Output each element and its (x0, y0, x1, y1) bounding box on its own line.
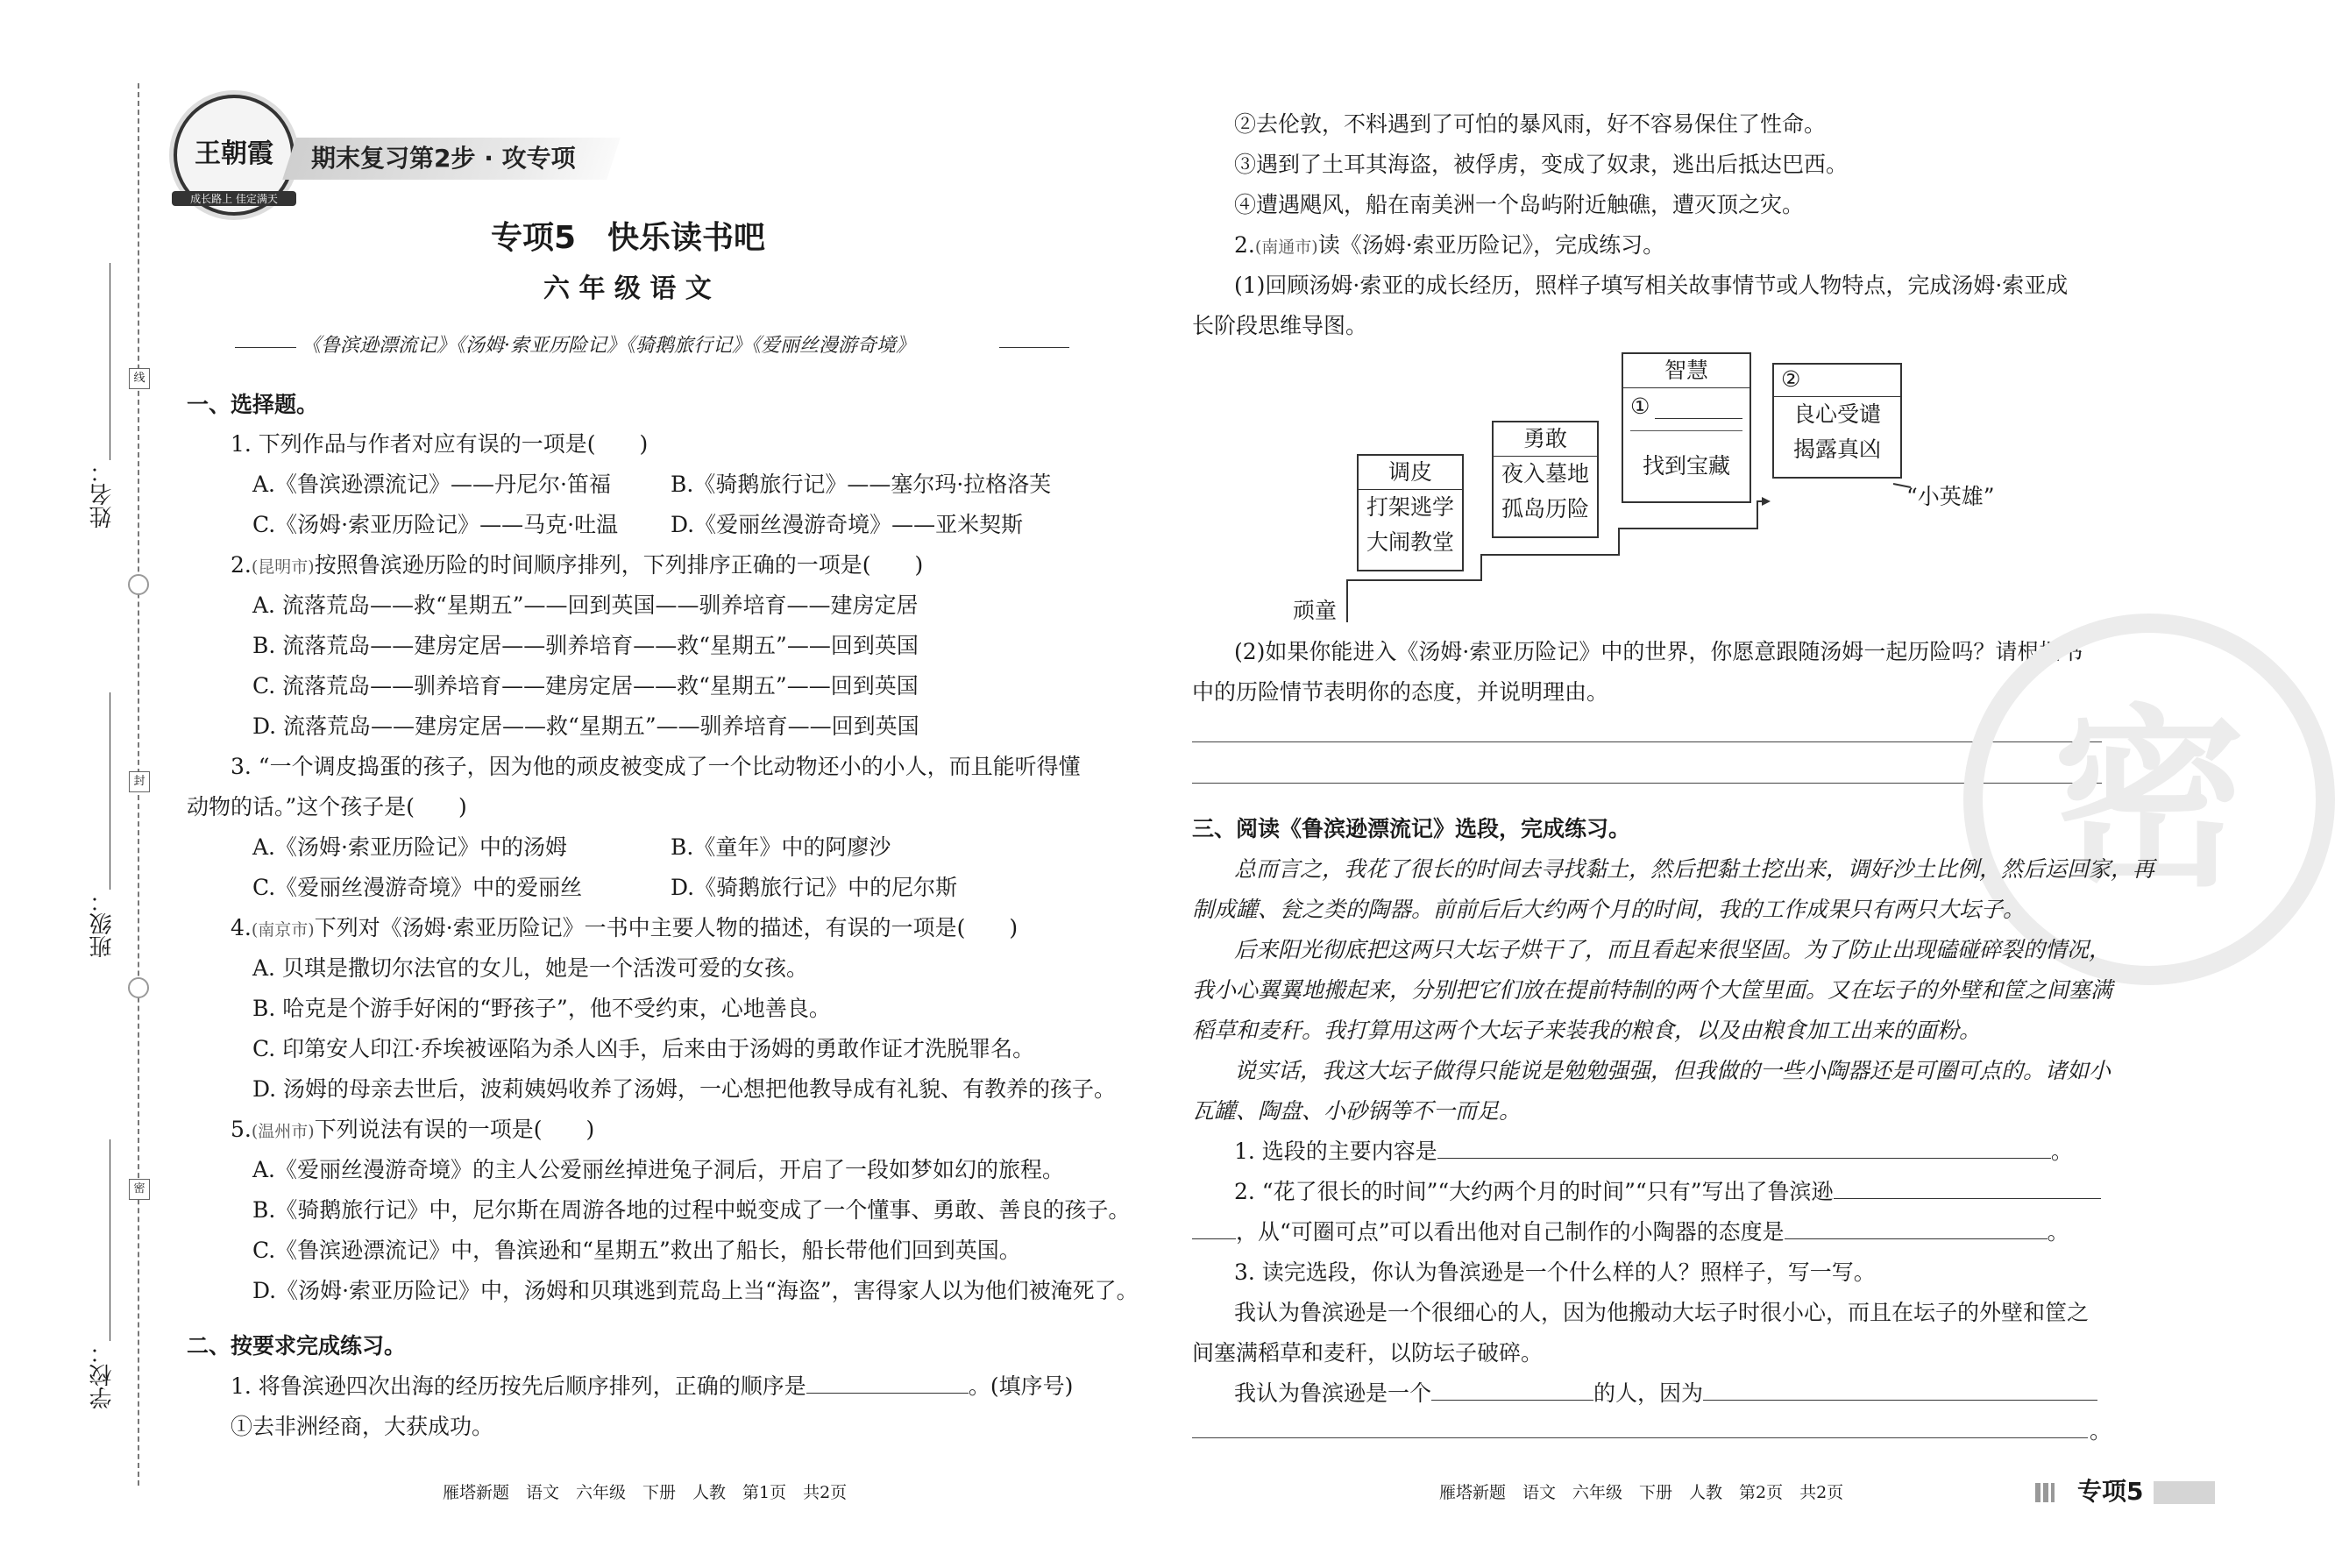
q2-option-d: D. 流落荒岛——建房定居——救“星期五”——驯养培育——回到英国 (252, 713, 919, 739)
footer-corner-bar (2154, 1481, 2215, 1504)
q5-option-d: D.《汤姆·索亚历险记》中，汤姆和贝琪逃到荒岛上当“海盗”，害得家人以为他们被淹死了。 (252, 1278, 1139, 1303)
q2-stem-line (231, 552, 923, 580)
s3-q1-period: 。 (2050, 1139, 2073, 1164)
s3-q1-stem: 1. 选段的主要内容是 (1234, 1139, 1437, 1164)
s2-q2-source-tag: (南通市) (1254, 238, 1318, 257)
growth-arrow-head (1762, 497, 1771, 506)
s2-q1-stem: 1. 将鲁滨逊四次出海的经历按先后顺序排列，正确的顺序是 (231, 1373, 806, 1399)
s3-fill-answer-blank-1[interactable] (1431, 1380, 1593, 1401)
s3-fill-line (1234, 1380, 2097, 1407)
s2-q1-answer-blank[interactable] (806, 1373, 969, 1394)
q4-option-c: C. 印第安人印江·乔埃被诬陷为杀人凶手，后来由于汤姆的勇敢作证才洗脱罪名。 (252, 1036, 1035, 1061)
s2-q1-item-1: ①去非洲经商，大获成功。 (231, 1414, 494, 1439)
diagram-start-label: 顽童 (1293, 598, 1338, 623)
brand-logo-text: 王朝霞 (195, 138, 273, 169)
s3-fill-answer-blank-2[interactable] (1703, 1380, 2097, 1401)
q4-option-b: B. 哈克是个游手好闲的“野孩子”，他不受约束，心地善良。 (252, 996, 831, 1021)
step-blank-marker: ② (1781, 366, 1801, 392)
diagram-step-wisdom (1622, 352, 1751, 503)
s2-q1-line (231, 1373, 1073, 1400)
passage-p1-a: 总而言之，我花了很长的时间去寻找黏土，然后把黏土挖出来，调好沙土比例，然后运回家，再 (1234, 856, 2155, 882)
s2-q1-item-4: ④遭遇飓风，船在南美洲一个岛屿附近触礁，遭灭顶之灾。 (1234, 192, 1805, 217)
s3-fill-b: 的人，因为 (1593, 1380, 1704, 1406)
s2-q2-stem: 读《汤姆·索亚历险记》，完成练习。 (1317, 232, 1665, 258)
q3-stem-1: 3. “一个调皮捣蛋的孩子，因为他的顽皮被变成了一个比动物还小的小人，而且能听得懂 (231, 754, 1081, 779)
books-rule-left (235, 347, 296, 348)
q4-option-a: A. 贝琪是撒切尔法官的女儿，她是一个活泼可爱的女孩。 (252, 955, 808, 981)
q2-source-tag: (昆明市) (251, 557, 315, 577)
q2-option-b: B. 流落荒岛——建房定居——驯养培育——救“星期五”——回到英国 (252, 633, 919, 658)
s3-q2-answer-blank-3[interactable] (1785, 1219, 2048, 1239)
q4-source-tag: (南京市) (251, 920, 315, 940)
q1-option-a: A.《鲁滨逊漂流记》——丹尼尔·笛福 (252, 472, 611, 497)
brand-logo (174, 95, 295, 216)
watermark-text: 密 (2052, 685, 2246, 912)
footer-corner-squares (2035, 1483, 2055, 1502)
step-blank-row2: 揭露真凶 (1792, 436, 1881, 462)
binding-mark-line: 线 (129, 368, 150, 389)
s3-q2-stem-a: 2. “花了很长的时间”“大约两个月的时间”“只有”写出了鲁滨逊 (1234, 1179, 1834, 1204)
q5-number: 5. (231, 1117, 252, 1142)
q1-stem: 1. 下列作品与作者对应有误的一项是( ) (231, 431, 649, 457)
q5-stem-line (231, 1117, 594, 1145)
q3-option-c: C.《爱丽丝漫游奇境》中的爱丽丝 (252, 875, 583, 900)
books-rule-right (999, 347, 1069, 348)
s3-fill-answer-line[interactable] (1192, 1437, 2088, 1438)
q1-option-d: D.《爱丽丝漫游奇境》——亚米契斯 (671, 512, 1024, 537)
page-title: 专项5 快乐读书吧 (491, 220, 766, 256)
banner-text: 期末复习第2步 · 攻专项 (311, 144, 576, 173)
s2-q2-2-line1: (2)如果你能进入《汤姆·索亚历险记》中的世界，你愿意跟随汤姆一起历险吗？请根据书 (1234, 639, 2083, 664)
step-wisdom-separator (1630, 430, 1742, 431)
books-line: 《鲁滨逊漂流记》《汤姆·索亚历险记》《骑鹅旅行记》《爱丽丝漫游奇境》 (302, 335, 915, 357)
diagram-end-label: “小英雄” (1906, 484, 1995, 509)
s3-q2-answer-blank-2[interactable] (1192, 1219, 1236, 1239)
footer-right: 雁塔新题 语文 六年级 下册 人教 第2页 共2页 (1439, 1483, 1844, 1502)
q3-option-d: D.《骑鹅旅行记》中的尼尔斯 (671, 875, 958, 900)
footer-corner-label: 专项5 (2077, 1477, 2144, 1506)
q5-option-a: A.《爱丽丝漫游奇境》的主人公爱丽丝掉进兔子洞后，开启了一段如梦如幻的旅程。 (252, 1157, 1065, 1182)
s2-q1-item-3: ③遇到了土耳其海盗，被俘虏，变成了奴隶，逃出后抵达巴西。 (1234, 152, 1849, 177)
section1-heading: 一、选择题。 (187, 392, 319, 417)
binding-circle-2 (128, 977, 149, 998)
page-subtitle: 六 年 级 语 文 (543, 273, 712, 304)
footer-left: 雁塔新题 语文 六年级 下册 人教 第1页 共2页 (443, 1483, 848, 1502)
q4-stem-line (231, 915, 1018, 943)
s3-q2-answer-blank-1[interactable] (1834, 1179, 2101, 1199)
name-label: 姓名： (89, 460, 116, 529)
brand-logo-ribbon: 成长路上 佳定满天 (172, 191, 296, 206)
step-wisdom-row2: 找到宝藏 (1642, 453, 1730, 479)
s3-fill-a: 我认为鲁滨逊是一个 (1234, 1380, 1432, 1406)
section2-heading: 二、按要求完成练习。 (187, 1333, 407, 1359)
s3-example-a: 我认为鲁滨逊是一个很细心的人，因为他搬动大坛子时很小心，而且在坛子的外壁和筐之 (1234, 1300, 2090, 1325)
step-wisdom-head: 智慧 (1623, 354, 1749, 388)
passage-p1-b: 制成罐、瓮之类的陶器。前前后后大约两个月的时间，我的工作成果只有两只大坛子。 (1192, 897, 2026, 922)
q5-stem: 下列说法有误的一项是( ) (314, 1117, 595, 1142)
q4-stem: 下列对《汤姆·索亚历险记》一书中主要人物的描述，有误的一项是( ) (314, 915, 1018, 940)
s3-q1-line (1234, 1139, 2073, 1165)
passage-p2-a: 后来阳光彻底把这两只大坛子烘干了，而且看起来很坚固。为了防止出现磕碰碎裂的情况， (1234, 937, 2111, 962)
q3-option-a: A.《汤姆·索亚历险记》中的汤姆 (252, 834, 567, 860)
s2-q2-2-line2: 中的历险情节表明你的态度，并说明理由。 (1192, 679, 1609, 705)
s3-q2-line-a (1234, 1179, 2101, 1205)
s3-q2-period: 。 (2047, 1219, 2069, 1245)
diagram-step-naughty (1357, 454, 1464, 571)
s3-fill-period: 。 (2090, 1418, 2112, 1444)
step-brave-head: 勇敢 (1494, 422, 1597, 457)
step-wisdom-blank-marker: ① (1630, 394, 1650, 419)
s2-q2-number: 2. (1234, 232, 1255, 258)
s2-q2-2-answer-line-1[interactable] (1192, 741, 2102, 742)
s2-q2-stem-line (1234, 232, 1664, 260)
s2-q2-1-line2: 长阶段思维导图。 (1192, 313, 1368, 338)
binding-mark-seal: 封 (129, 771, 150, 792)
passage-p2-c: 稻草和麦秆。我打算用这两个大坛子来装我的粮食，以及由粮食加工出来的面粉。 (1192, 1018, 1982, 1043)
q2-option-c: C. 流落荒岛——驯养培育——建房定居——救“星期五”——回到英国 (252, 673, 919, 699)
q3-stem-2: 动物的话。”这个孩子是( ) (187, 794, 467, 819)
class-label: 班级： (89, 890, 116, 958)
watermark-seal (1963, 614, 2335, 985)
s2-q1-item-2: ②去伦敦，不料遇到了可怕的暴风雨，好不容易保住了性命。 (1234, 111, 1827, 137)
step-wisdom-blank-row[interactable] (1623, 388, 1749, 430)
s3-q3-stem: 3. 读完选段，你认为鲁滨逊是一个什么样的人？照样子，写一写。 (1234, 1259, 1876, 1285)
q2-number: 2. (231, 552, 252, 578)
step-brave-row2: 孤岛历险 (1501, 496, 1589, 521)
binding-circle-1 (128, 574, 149, 595)
step-blank-head[interactable] (1774, 365, 1900, 397)
q5-option-c: C.《鲁滨逊漂流记》中，鲁滨逊和“星期五”救出了船长，船长带他们回到英国。 (252, 1238, 1021, 1263)
s2-q2-1-line1: (1)回顾汤姆·索亚的成长经历，照样子填写相关故事情节或人物特点，完成汤姆·索亚成 (1234, 273, 2069, 298)
q2-stem: 按照鲁滨逊历险的时间顺序排列，下列排序正确的一项是( ) (314, 552, 924, 578)
binding-mark-secret: 密 (129, 1179, 150, 1200)
q1-option-b: B.《骑鹅旅行记》——塞尔玛·拉格洛芙 (671, 472, 1052, 497)
step-blank-row1: 良心受谴 (1792, 401, 1881, 427)
step-naughty-row1: 打架逃学 (1366, 494, 1454, 520)
school-label: 学校： (89, 1341, 116, 1409)
q2-option-a: A. 流落荒岛——救“星期五”——回到英国——驯养培育——建房定居 (252, 592, 919, 618)
passage-p3-b: 瓦罐、陶盘、小砂锅等不一而足。 (1192, 1098, 1522, 1124)
passage-p3-a: 说实话，我这大坛子做得只能说是勉勉强强，但我做的一些小陶器还是可圈可点的。诸如小 (1234, 1058, 2111, 1083)
q5-source-tag: (温州市) (251, 1122, 315, 1141)
passage-p2-b: 我小心翼翼地搬起来，分别把它们放在提前特制的两个大筐里面。又在坛子的外壁和筐之间塞满 (1192, 977, 2113, 1003)
q4-option-d: D. 汤姆的母亲去世后，波莉姨妈收养了汤姆，一心想把他教导成有礼貌、有教养的孩子。 (252, 1076, 1117, 1102)
s3-q2-stem-b: ，从“可圈可点”可以看出他对自己制作的小陶器的态度是 (1236, 1219, 1785, 1245)
q1-option-c: C.《汤姆·索亚历险记》——马克·吐温 (252, 512, 619, 537)
step-wisdom-blank-line[interactable] (1655, 418, 1742, 419)
step-brave-row1: 夜入墓地 (1501, 461, 1589, 486)
step-naughty-head: 调皮 (1359, 456, 1462, 490)
diagram-step-blank (1772, 363, 1902, 479)
s3-q1-answer-blank[interactable] (1437, 1139, 2051, 1159)
s2-q1-tail: 。(填序号) (968, 1373, 1074, 1399)
step-naughty-row2: 大闹教堂 (1366, 529, 1454, 555)
s3-example-b: 间塞满稻草和麦秆，以防坛子破碎。 (1192, 1340, 1544, 1366)
q3-option-b: B.《童年》中的阿廖沙 (671, 834, 891, 860)
q4-number: 4. (231, 915, 252, 940)
s3-q2-line-b (1192, 1219, 2069, 1245)
diagram-step-brave (1492, 421, 1599, 538)
section3-heading: 三、阅读《鲁滨逊漂流记》选段，完成练习。 (1192, 816, 1631, 841)
q5-option-b: B.《骑鹅旅行记》中，尼尔斯在周游各地的过程中蜕变成了一个懂事、勇敢、善良的孩子。 (252, 1197, 1131, 1223)
